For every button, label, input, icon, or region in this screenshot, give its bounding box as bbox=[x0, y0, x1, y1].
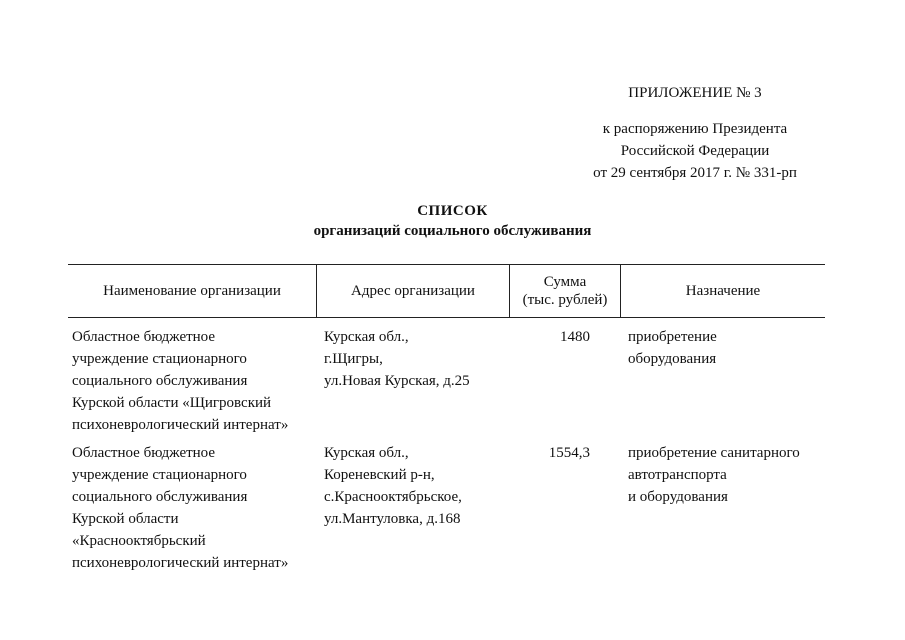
row-purpose: приобретение оборудования bbox=[628, 329, 717, 367]
header-sum-label: Сумма (тыс. рублей) bbox=[522, 274, 608, 308]
appendix-block bbox=[560, 82, 830, 184]
row-sum: 1554,3 bbox=[548, 445, 590, 461]
header-purpose bbox=[620, 265, 825, 317]
header-sum bbox=[509, 265, 620, 317]
header-name bbox=[68, 265, 316, 317]
row-address: Курская обл., Кореневский р-н, с.Краснооктябрьское, ул.Мантуловка, д.168 bbox=[324, 445, 462, 527]
document-heading bbox=[0, 200, 905, 240]
table-row bbox=[68, 326, 825, 436]
header-name-label: Наименование организации bbox=[103, 283, 281, 299]
row-address: Курская обл., г.Щигры, ул.Новая Курская, д.25 bbox=[324, 329, 470, 389]
header-purpose-label: Назначение bbox=[685, 283, 761, 299]
table-header-row bbox=[68, 264, 825, 318]
appendix-issuer-line: Российской Федерации bbox=[620, 143, 770, 159]
row-name: Областное бюджетное учреждение стационарного социального обслуживания Курской области «Щигровский психоневрологический интернат» bbox=[72, 329, 289, 433]
document-subtitle: организаций социального обслуживания bbox=[313, 223, 592, 239]
organizations-table bbox=[68, 264, 825, 574]
header-address bbox=[316, 265, 509, 317]
table-row bbox=[68, 442, 825, 574]
row-sum: 1480 bbox=[560, 329, 590, 345]
appendix-decree-line: к распоряжению Президента bbox=[602, 121, 788, 137]
appendix-title: ПРИЛОЖЕНИЕ № 3 bbox=[628, 85, 762, 101]
row-name: Областное бюджетное учреждение стационарного социального обслуживания Курской области «Краснооктябрьский психоневрологический интернат» bbox=[72, 445, 289, 571]
row-purpose: приобретение санитарного автотранспорта и оборудования bbox=[628, 445, 800, 505]
document-title: СПИСОК bbox=[417, 203, 488, 219]
appendix-date-line: от 29 сентября 2017 г. № 331-рп bbox=[593, 165, 797, 181]
header-address-label: Адрес организации bbox=[351, 283, 475, 299]
